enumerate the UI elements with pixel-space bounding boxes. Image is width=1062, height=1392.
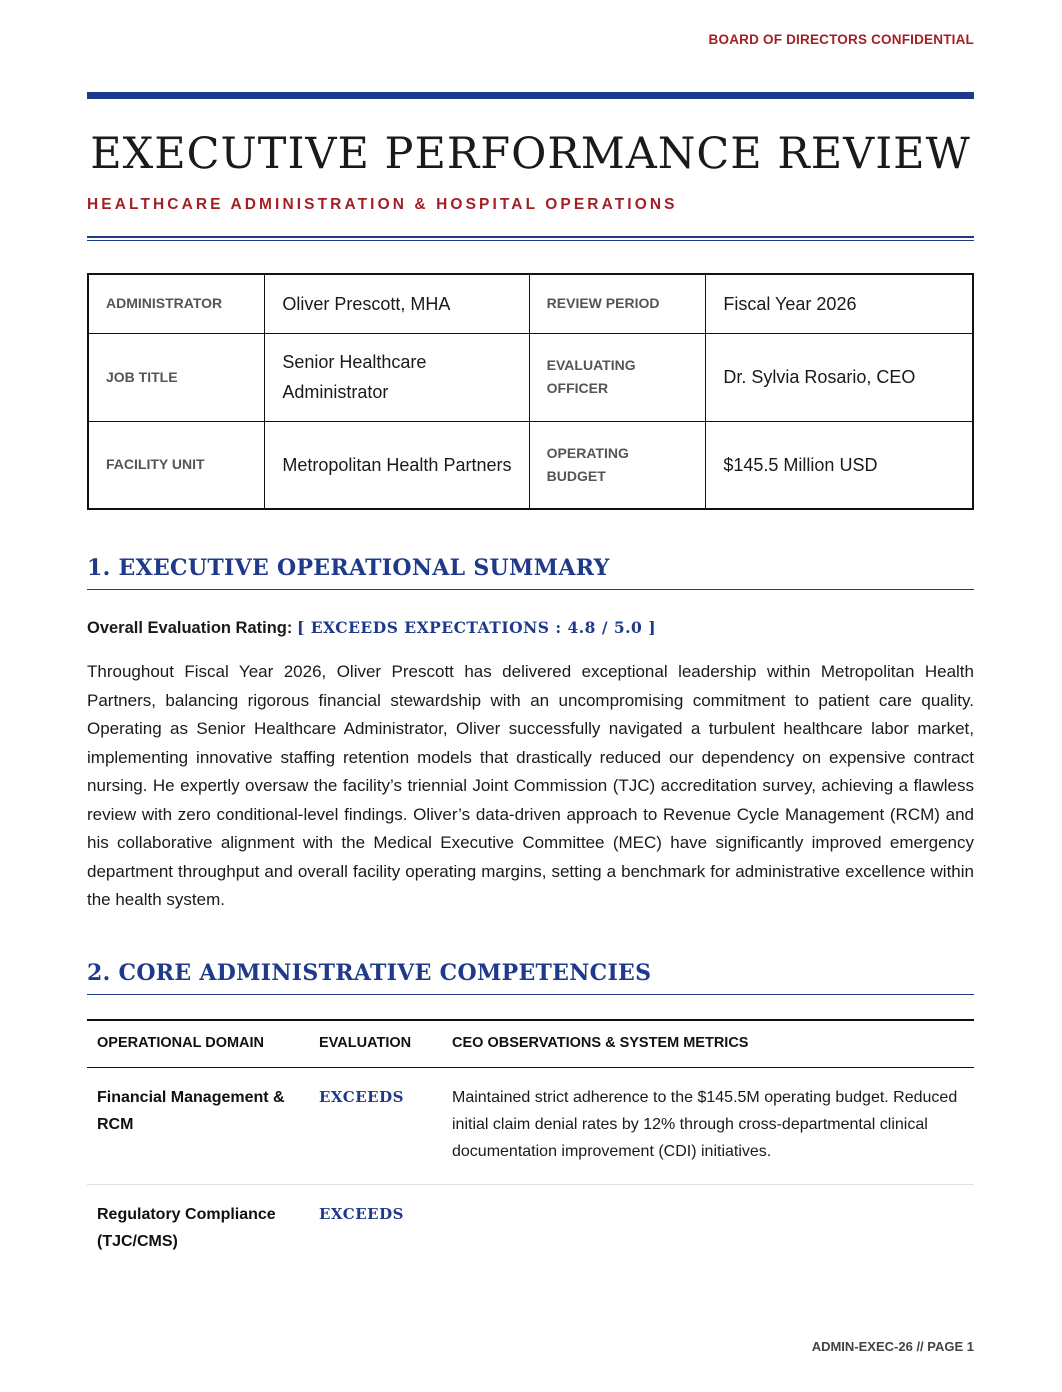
- info-row: [88, 421, 973, 509]
- rating-label: Overall Evaluation Rating:: [87, 619, 293, 637]
- job-title-value: Senior Healthcare Administrator: [265, 333, 529, 421]
- info-row: [88, 333, 973, 421]
- administrator-value: Oliver Prescott, MHA: [265, 274, 529, 333]
- competencies-table: [87, 1019, 974, 1274]
- column-header-domain: OPERATIONAL DOMAIN: [87, 1020, 309, 1068]
- operating-budget-value: $145.5 Million USD: [706, 421, 973, 509]
- facility-unit-label: FACILITY UNIT: [88, 421, 265, 509]
- review-period-label: REVIEW PERIOD: [529, 274, 706, 333]
- column-header-observations: CEO OBSERVATIONS & SYSTEM METRICS: [442, 1020, 974, 1068]
- executive-summary-paragraph: Throughout Fiscal Year 2026, Oliver Prescott has delivered exceptional leadership within Metropolitan Health Partners, balancing rigorous financial stewardship with an uncompromising commitment to patient care quality. Operating as Senior Healthcare Administrator, Oliver successfully navigated a turbulent healthcare labor market, implementing innovative staffing retention models that drastically reduced our dependency on expensive contract nursing. He expertly oversaw the facility’s triennial Joint Commission (TJC) accreditation survey, achieving a flawless review with zero conditional-level findings. Oliver’s data-driven approach to Revenue Cycle Management (RCM) and his collaborative alignment with the Medical Executive Committee (MEC) have significantly improved emergency department throughput and overall facility operating margins, setting a benchmark for administrative excellence within the health system.: [87, 662, 974, 909]
- confidential-label: BOARD OF DIRECTORS CONFIDENTIAL: [708, 32, 974, 47]
- job-title-label: JOB TITLE: [88, 333, 265, 421]
- review-period-value: Fiscal Year 2026: [706, 274, 973, 333]
- document-page: [87, 0, 974, 1392]
- document-title: EXECUTIVE PERFORMANCE REVIEW: [90, 129, 971, 179]
- evaluation-cell: EXCEEDS: [309, 1068, 442, 1185]
- observation-cell: Maintained strict adherence to the $145.5M operating budget. Reduced initial claim denial rates by 12% through cross-departmental clinical documentation improvement (CDI) initiatives.: [442, 1068, 974, 1185]
- operating-budget-label: OPERATING BUDGET: [529, 421, 706, 509]
- table-header-row: [87, 1020, 974, 1068]
- evaluation-cell: EXCEEDS: [319, 1205, 404, 1223]
- domain-cell: Regulatory Compliance (TJC/CMS): [97, 1206, 276, 1250]
- document-subtitle: HEALTHCARE ADMINISTRATION & HOSPITAL OPERATIONS: [87, 196, 678, 213]
- section-2-heading: 2. CORE ADMINISTRATIVE COMPETENCIES: [87, 960, 974, 995]
- table-row: [87, 1185, 974, 1275]
- section-1-heading: 1. EXECUTIVE OPERATIONAL SUMMARY: [87, 555, 974, 590]
- header-divider: [87, 236, 974, 241]
- evaluating-officer-label: EVALUATING OFFICER: [529, 333, 706, 421]
- page-footer: ADMIN-EXEC-26 // PAGE 1: [811, 1339, 974, 1354]
- overall-rating: [87, 618, 656, 638]
- rating-value: [ EXCEEDS EXPECTATIONS : 4.8 / 5.0 ]: [296, 618, 657, 637]
- administrator-label: ADMINISTRATOR: [88, 274, 265, 333]
- info-row: [88, 274, 973, 333]
- top-rule: [87, 92, 974, 99]
- domain-cell: Financial Management & RCM: [87, 1068, 309, 1185]
- column-header-evaluation: EVALUATION: [309, 1020, 442, 1068]
- observation-cell: [442, 1185, 974, 1275]
- facility-unit-value: Metropolitan Health Partners: [265, 421, 529, 509]
- evaluating-officer-value: Dr. Sylvia Rosario, CEO: [706, 333, 973, 421]
- table-row: [87, 1068, 974, 1185]
- review-info-table: [87, 273, 974, 510]
